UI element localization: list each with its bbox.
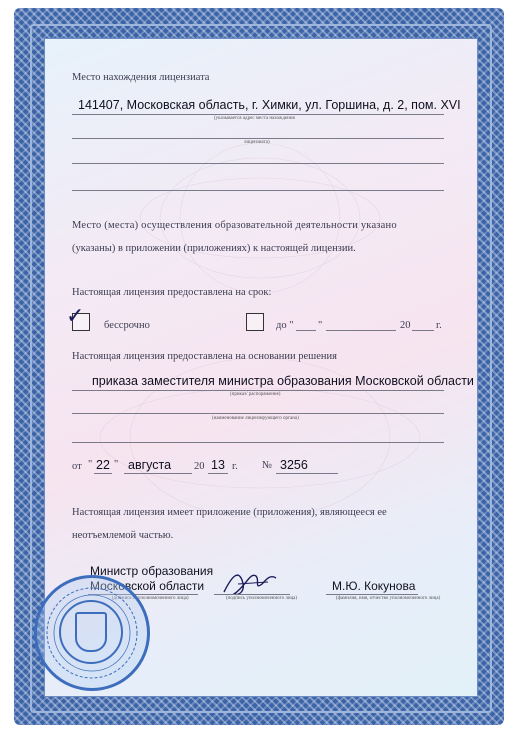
- seal-ring-pattern: [37, 578, 147, 688]
- license-number: 3256: [280, 458, 308, 472]
- location-hint: (указывается адрес места нахождения: [214, 116, 295, 121]
- official-seal: [34, 575, 150, 691]
- date-month-rule: [124, 473, 192, 474]
- signatory-title-1: Министр образования: [90, 564, 214, 578]
- date-quote-close: ": [114, 459, 119, 470]
- until-quote: ": [318, 320, 323, 331]
- appendix-line-2: неотъемлемой частью.: [72, 530, 174, 541]
- unlimited-label: бессрочно: [104, 320, 150, 331]
- name-rule: [326, 594, 418, 595]
- signature-hint: (подпись уполномоченного лица): [226, 596, 298, 601]
- basis-rule-2: [72, 413, 444, 414]
- date-year-prefix: 20: [194, 461, 205, 472]
- until-year-suffix: г.: [436, 320, 442, 331]
- location-rule-2: [72, 138, 444, 139]
- basis-value: приказа заместителя министра образования Московской области: [92, 374, 474, 388]
- date-year-rule: [208, 473, 228, 474]
- appendix-line-1: Настоящая лицензия имеет приложение (приложения), являющееся ее: [72, 507, 387, 518]
- until-checkbox: [246, 313, 264, 331]
- location-rule: [72, 114, 444, 115]
- position-hint: (должность уполномоченного лица): [112, 596, 189, 601]
- location-value: 141407, Московская область, г. Химки, ул. Горшина, д. 2, пом. XVI: [78, 98, 461, 112]
- activity-line-2: (указаны) в приложении (приложениях) к настоящей лицензии.: [72, 243, 356, 254]
- until-year-rule: [412, 330, 434, 331]
- name-hint: (фамилия, имя, отчество уполномоченного лица): [336, 596, 441, 601]
- date-day: 22: [96, 458, 110, 472]
- date-month: августа: [128, 458, 172, 472]
- until-day-rule: [296, 330, 316, 331]
- blank-rule-1: [72, 163, 444, 164]
- signatory-name: М.Ю. Кокунова: [332, 579, 416, 593]
- location-label: Место нахождения лицензиата: [72, 72, 210, 83]
- until-year-prefix: 20: [400, 320, 411, 331]
- date-from: от: [72, 461, 82, 472]
- number-sign: №: [262, 460, 273, 471]
- location-hint-2: лицензиата): [244, 140, 270, 145]
- date-quote-open: ": [88, 459, 93, 470]
- until-month-rule: [326, 330, 396, 331]
- until-prefix: до ": [276, 320, 294, 331]
- basis-hint-2: (наименование лицензирующего органа): [212, 416, 299, 421]
- term-label: Настоящая лицензия предоставлена на срок:: [72, 287, 272, 298]
- signature-rule: [214, 594, 290, 595]
- basis-hint: (приказ/ распоряжение): [230, 392, 281, 397]
- check-mark-icon: ✓: [66, 304, 85, 329]
- basis-label: Настоящая лицензия предоставлена на основании решения: [72, 351, 337, 362]
- activity-line-1: Место (места) осуществления образовательной деятельности указано: [72, 220, 397, 231]
- basis-rule: [72, 390, 444, 391]
- signatory-title-2: Московской области: [90, 579, 205, 593]
- date-year-suffix: г.: [232, 461, 238, 472]
- date-day-rule: [94, 473, 112, 474]
- date-year: 13: [211, 458, 225, 472]
- number-rule: [276, 473, 338, 474]
- blank-rule-2: [72, 190, 444, 191]
- blank-rule-3: [72, 442, 444, 443]
